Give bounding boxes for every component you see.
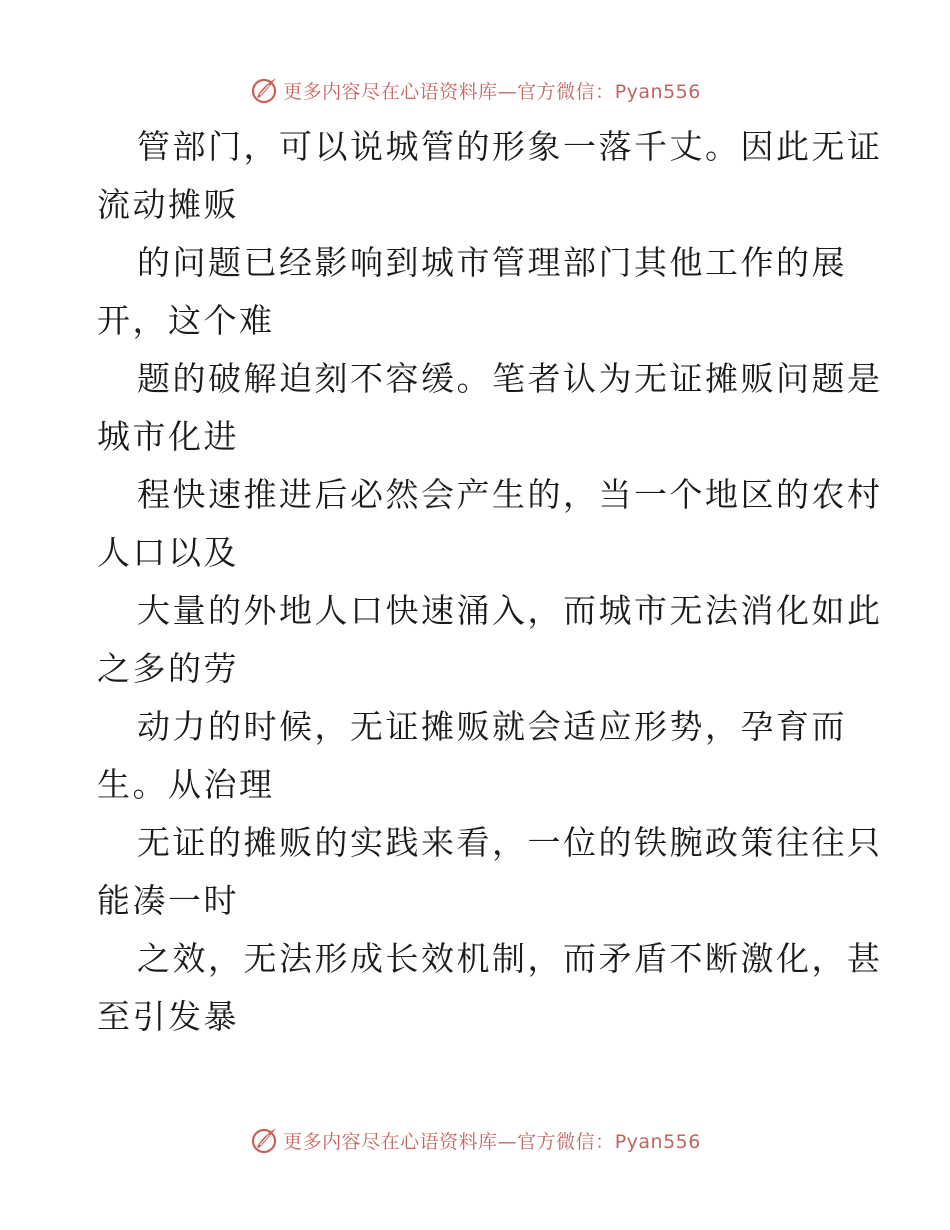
header-separator: — <box>497 80 518 103</box>
footer-banner <box>0 1120 950 1160</box>
body-line: 题的破解迫刻不容缓。笔者认为无证摊贩问题是 <box>137 359 883 398</box>
body-line: 流动摊贩 <box>97 185 239 224</box>
header-wechat-id: Pyan556 <box>614 80 701 103</box>
body-line: 的问题已经影响到城市管理部门其他工作的展 <box>137 243 847 282</box>
document-body <box>97 118 883 1046</box>
quill-logo-icon <box>249 75 279 105</box>
body-line: 动力的时候，无证摊贩就会适应形势，孕育而 <box>137 707 847 746</box>
header-banner <box>0 70 950 110</box>
body-line: 管部门，可以说城管的形象一落千丈。因此无证 <box>137 127 883 166</box>
header-banner-text <box>283 77 701 104</box>
header-site-name: 更多内容尽在心语资料库 <box>283 80 498 103</box>
footer-wechat-id: Pyan556 <box>614 1130 701 1153</box>
footer-banner-content <box>249 1125 701 1155</box>
quill-logo-icon <box>249 1125 279 1155</box>
header-banner-content <box>249 75 701 105</box>
body-line: 无证的摊贩的实践来看，一位的铁腕政策往往只 <box>137 823 883 862</box>
body-line: 大量的外地人口快速涌入，而城市无法消化如此 <box>137 591 883 630</box>
body-line: 至引发暴 <box>97 997 239 1036</box>
body-line: 能凑一时 <box>97 881 239 920</box>
body-line: 之多的劳 <box>97 649 239 688</box>
footer-banner-text <box>283 1127 701 1154</box>
body-line: 之效，无法形成长效机制，而矛盾不断激化，甚 <box>137 939 883 978</box>
footer-separator: — <box>497 1130 518 1153</box>
body-line: 程快速推进后必然会产生的，当一个地区的农村 <box>137 475 883 514</box>
body-line: 生。从治理 <box>97 765 275 804</box>
body-line: 开，这个难 <box>97 301 275 340</box>
header-wechat-label: 官方微信： <box>517 80 615 103</box>
footer-site-name: 更多内容尽在心语资料库 <box>283 1130 498 1153</box>
footer-wechat-label: 官方微信： <box>517 1130 615 1153</box>
body-line: 人口以及 <box>97 533 239 572</box>
body-line: 城市化进 <box>97 417 239 456</box>
